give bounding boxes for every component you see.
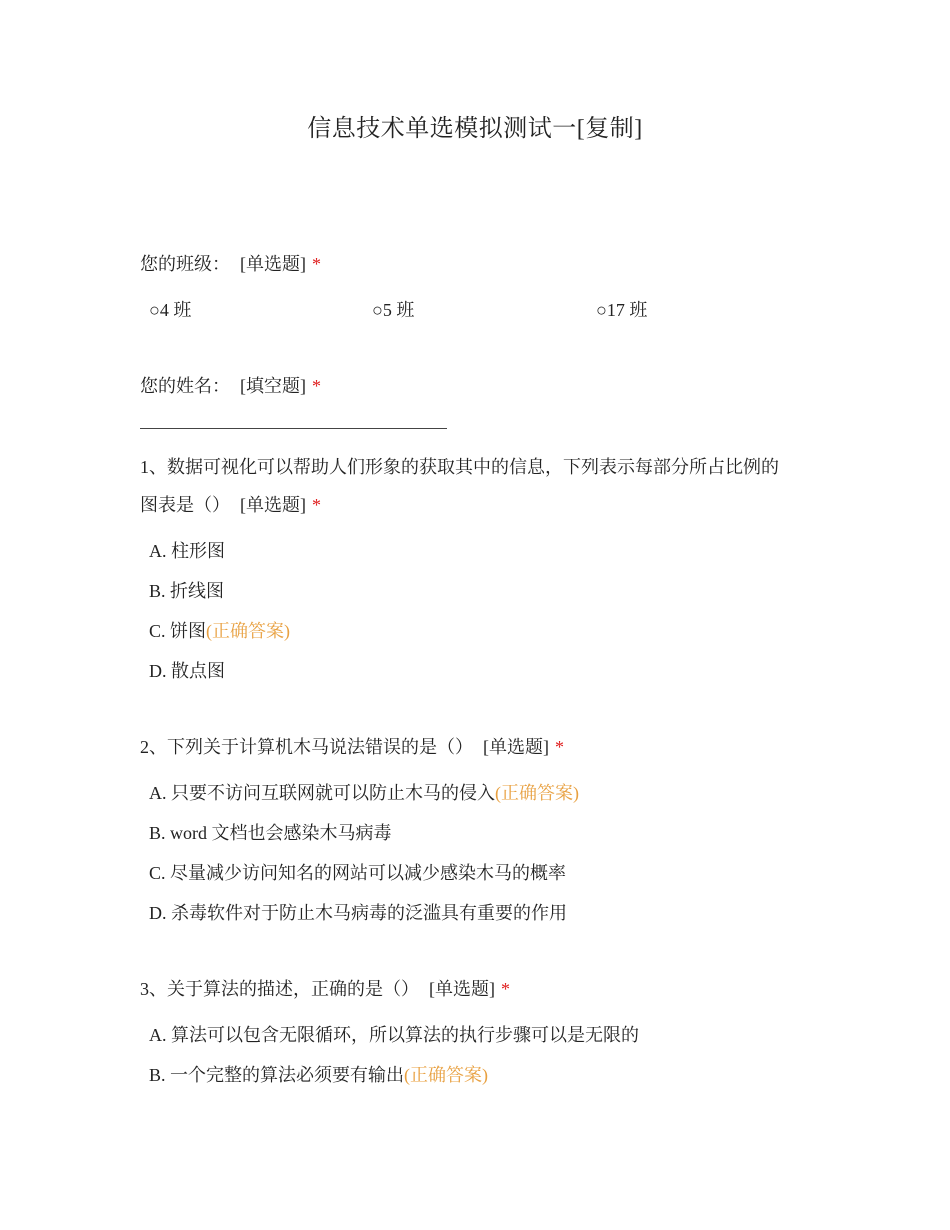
- question-type: [单选题]: [429, 979, 495, 999]
- page-title: 信息技术单选模拟测试一[复制]: [307, 116, 643, 142]
- class-option-4[interactable]: ○4 班: [149, 300, 192, 320]
- required-mark: *: [312, 495, 321, 515]
- class-options: [0, 298, 950, 324]
- question-1-option-b[interactable]: B. 折线图: [149, 581, 225, 601]
- option-text: A. 只要不访问互联网就可以防止木马的侵入: [149, 783, 495, 803]
- question-3-option-a[interactable]: A. 算法可以包含无限循环，所以算法的执行步骤可以是无限的: [149, 1025, 639, 1045]
- correct-answer-label: (正确答案): [404, 1065, 489, 1085]
- question-type: [单选题]: [240, 254, 306, 274]
- name-fill-blank[interactable]: [140, 428, 447, 429]
- class-option-5[interactable]: ○5 班: [372, 300, 415, 320]
- question-2: [140, 735, 564, 759]
- question-2-text: 2、下列关于计算机木马说法错误的是（）: [140, 737, 473, 757]
- name-question: [140, 374, 321, 398]
- class-question: [140, 252, 321, 276]
- question-1-option-c[interactable]: [149, 619, 290, 643]
- question-type: [单选题]: [240, 495, 306, 515]
- question-1-option-d[interactable]: D. 散点图: [149, 661, 225, 681]
- question-1-option-a[interactable]: A. 柱形图: [149, 541, 225, 561]
- class-option-17[interactable]: ○17 班: [596, 300, 648, 320]
- correct-answer-label: (正确答案): [495, 783, 579, 803]
- required-mark: *: [312, 254, 321, 274]
- question-type: [填空题]: [240, 376, 306, 396]
- question-3-option-b[interactable]: [149, 1063, 488, 1087]
- required-mark: *: [312, 376, 321, 396]
- required-mark: *: [555, 737, 564, 757]
- question-type: [单选题]: [483, 737, 549, 757]
- question-2-option-b[interactable]: B. word 文档也会感染木马病毒: [149, 823, 392, 843]
- required-mark: *: [501, 979, 510, 999]
- name-question-label: 您的姓名：: [140, 376, 230, 396]
- question-3-text: 3、关于算法的描述，正确的是（）: [140, 979, 419, 999]
- class-question-label: 您的班级：: [140, 254, 230, 274]
- question-2-option-a[interactable]: [149, 781, 579, 805]
- option-text: C. 饼图: [149, 621, 207, 641]
- question-1-line-2: [140, 493, 321, 517]
- question-1-line-1: 1、数据可视化可以帮助人们形象的获取其中的信息，下列表示每部分所占比例的: [140, 457, 779, 477]
- question-2-option-c[interactable]: C. 尽量减少访问知名的网站可以减少感染木马的概率: [149, 863, 567, 883]
- question-3: [140, 977, 510, 1001]
- question-2-option-d[interactable]: D. 杀毒软件对于防止木马病毒的泛滥具有重要的作用: [149, 903, 567, 923]
- option-text: B. 一个完整的算法必须要有输出: [149, 1065, 405, 1085]
- correct-answer-label: (正确答案): [206, 621, 291, 641]
- question-1-text: 图表是（）: [140, 495, 230, 515]
